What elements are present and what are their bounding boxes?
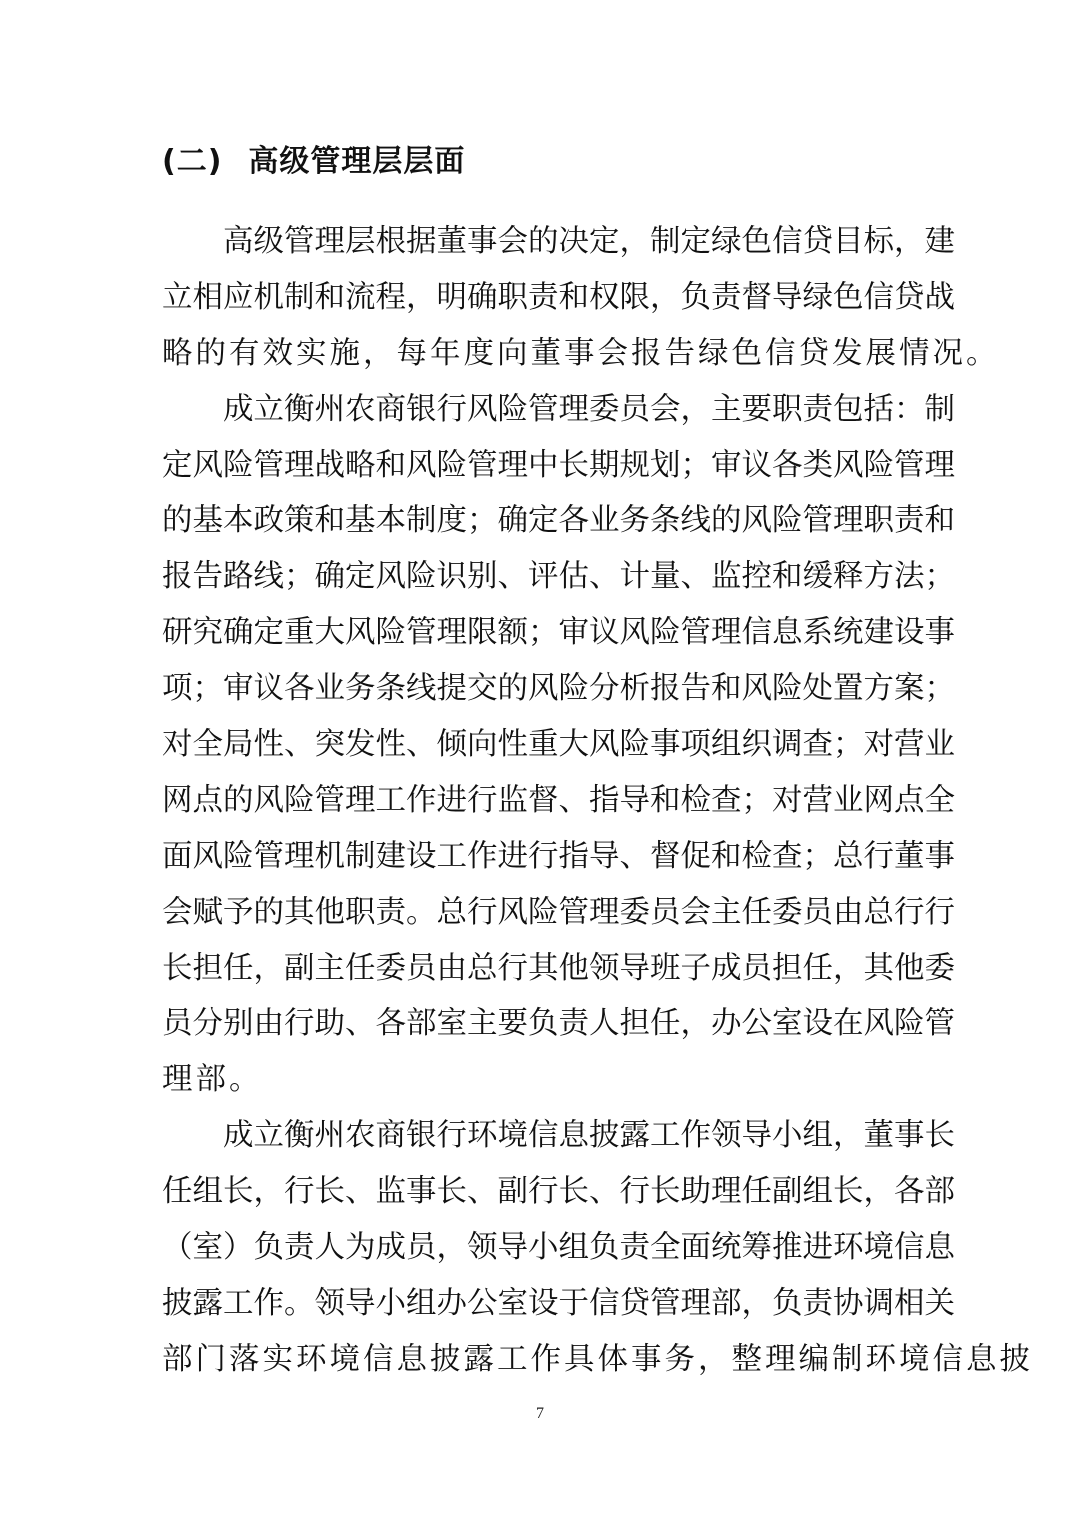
paragraph-line: 定风险管理战略和风险管理中长期规划；审议各类风险管理 — [162, 447, 955, 483]
paragraph-line: 研究确定重大风险管理限额；审议风险管理信息系统建设事 — [162, 615, 955, 651]
paragraph-line: 立相应机制和流程，明确职责和权限，负责督导绿色信贷战 — [162, 279, 955, 315]
section-title: 高级管理层层面 — [248, 144, 466, 179]
body-text — [162, 214, 1033, 1388]
paragraph-line: 长担任，副主任委员由总行其他领导班子成员担任，其他委 — [162, 950, 955, 986]
paragraph — [162, 382, 955, 1109]
paragraph-line: 高级管理层根据董事会的决定，制定绿色信贷目标，建 — [223, 224, 955, 259]
paragraph-line: 部门落实环境信息披露工作具体事务，整理编制环境信息披 — [162, 1341, 1033, 1377]
paragraph-line: （室）负责人为成员，领导小组负责全面统筹推进环境信息 — [162, 1230, 955, 1266]
paragraph-line: 报告路线；确定风险识别、评估、计量、监控和缓释方法； — [162, 559, 955, 595]
paragraph-line: 网点的风险管理工作进行监督、指导和检查；对营业网点全 — [162, 782, 955, 818]
paragraph-line: 对全局性、突发性、倾向性重大风险事项组织调查；对营业 — [162, 727, 955, 763]
paragraph-line: 成立衡州农商银行环境信息披露工作领导小组，董事长 — [223, 1118, 955, 1154]
paragraph-line: 项；审议各业务条线提交的风险分析报告和风险处置方案； — [162, 671, 955, 707]
paragraph-line: 理部。 — [162, 1062, 263, 1098]
paragraph-line: 员分别由行助、各部室主要负责人担任，办公室设在风险管 — [162, 1006, 955, 1042]
paragraph-line: 的基本政策和基本制度；确定各业务条线的风险管理职责和 — [162, 503, 955, 539]
paragraph-line: 略的有效实施，每年度向董事会报告绿色信贷发展情况。 — [162, 335, 1000, 371]
section-heading — [162, 142, 922, 182]
paragraph — [162, 214, 1000, 382]
paragraph-line: 会赋予的其他职责。总行风险管理委员会主任委员由总行行 — [162, 894, 955, 930]
paragraph-line: 面风险管理机制建设工作进行指导、督促和检查；总行董事 — [162, 838, 955, 874]
section-number: (二) — [162, 144, 223, 179]
paragraph-line: 成立衡州农商银行风险管理委员会，主要职责包括：制 — [223, 391, 955, 427]
paragraph-line: 披露工作。领导小组办公室设于信贷管理部，负责协调相关 — [162, 1285, 955, 1321]
paragraph — [162, 1108, 1033, 1387]
page-number: 7 — [536, 1405, 544, 1422]
paragraph-line: 任组长，行长、监事长、副行长、行长助理任副组长，各部 — [162, 1174, 955, 1210]
